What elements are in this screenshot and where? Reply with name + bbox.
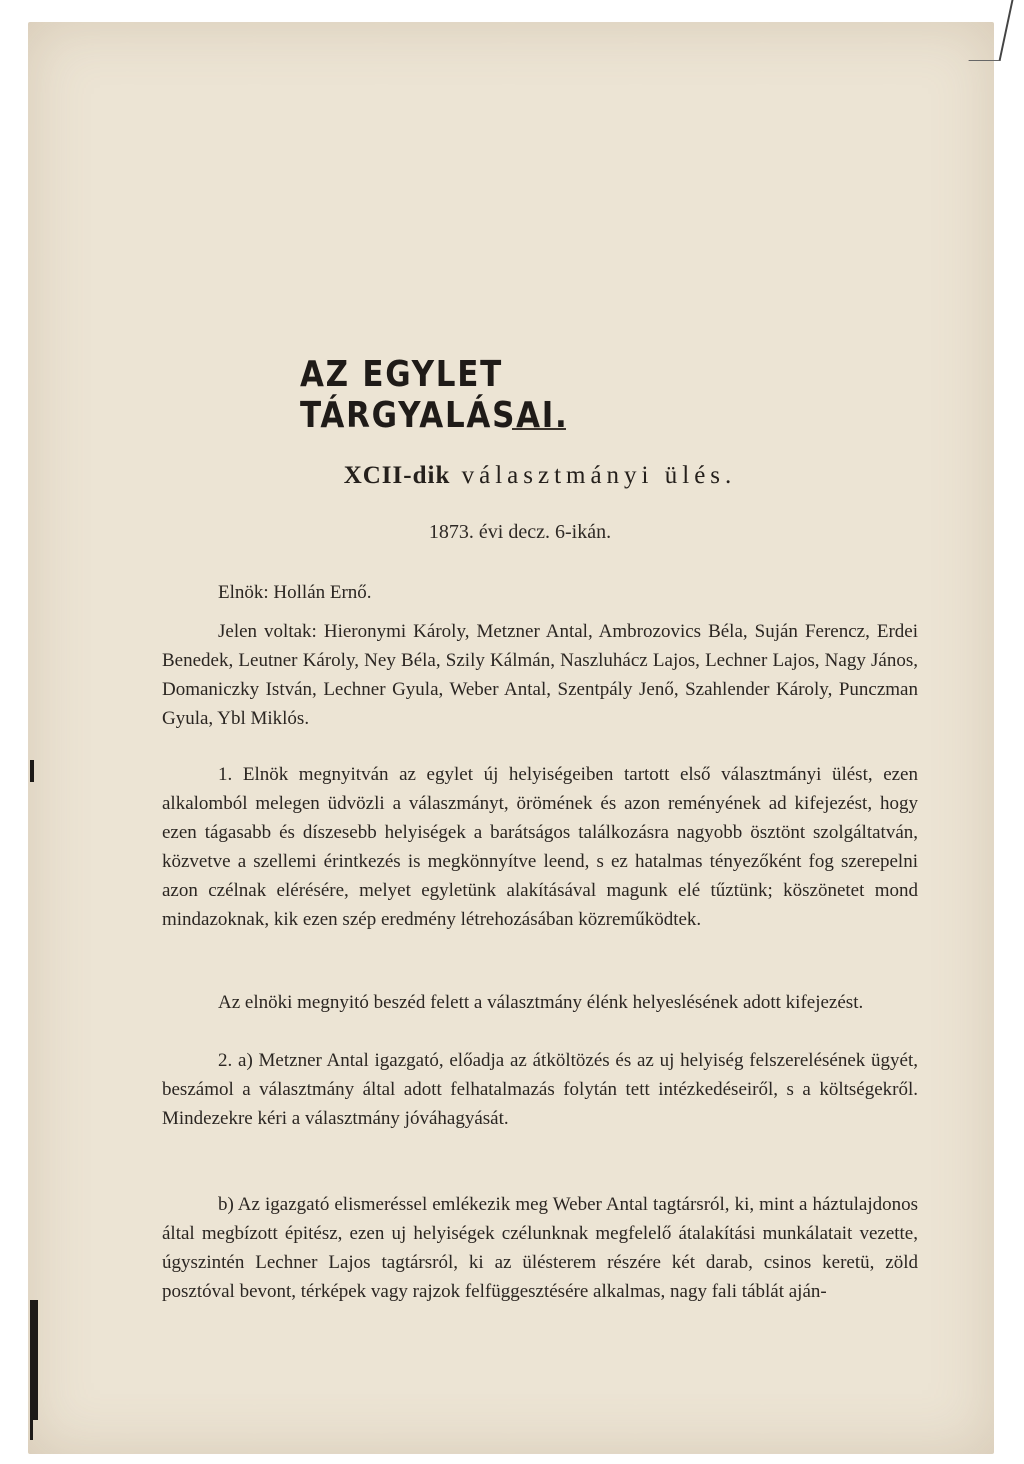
paragraph-attendees: Jelen voltak: Hieronymi Károly, Metzner Antal, Ambrozovics Béla, Suján Ferencz, Erdei Benedek, Leutner Károly, Ney Béla, Szily Kálmán, Naszluhácz Lajos, Lechner Lajos, Nagy János, Domaniczky István, Lechner Gyula, Weber Antal, Szentpály Jenő, Szahlender Károly, Punczman Gyula, Ybl Miklós.: [162, 621, 918, 729]
session-name: választmányi ülés.: [461, 462, 737, 489]
paragraph-item-2b: b) Az igazgató elismeréssel emlékezik meg Weber Antal tagtársról, ki, mint a háztulajdonos által megbízott épitész, ezen uj helyiségek czélunknak megfelelő átalakítási munkálatait vezette, úgyszintén Lechner Lajos tagtársról, ki az ülésterem részére két darab, csinos keretü, zöld posztóval bevont, térképek vagy rajzok felfüggesztésére alkalmas, nagy fali táblát aján-: [162, 1194, 918, 1302]
paragraph-item-2a: 2. a) Metzner Antal igazgató, előadja az átköltözés és az uj helyiség felszerelésének ügyét, beszámol a választmány által adott felhatalmazás folytán tett intézkedéseiről, s a költségekről. Mindezekre kéri a választmány jóváhagyását.: [162, 1050, 918, 1129]
page-title: AZ EGYLET TÁRGYALÁSAI.: [300, 354, 569, 436]
session-date: 1873. évi decz. 6-ikán.: [428, 521, 612, 543]
scan-edge-mark: [30, 1395, 33, 1440]
paragraph-opening: 1. Elnök megnyitván az egylet új helyiségeiben tartott első választmányi ülést, ezen alkalomból melegen üdvözli a válaszmányt, örömének és azon reményének ad kifejezést, hogy ezen tágasabb és díszesebb helyiségek a barátságos találkozásra nagyobb ösztönt szolgáltatván, közvetve a szellemi érintkezés is megkönnyítve leend, s ez hatalmas tényezőként fog szerepelni azon czélnak elérésére, melyet egyletünk alakításával magunk elé tűztünk; köszönetet mond mindazoknak, kik ezen szép eredmény létrehozásában közreműködtek.: [162, 764, 918, 930]
title-divider: [512, 428, 566, 430]
page-corner-mark: [969, 0, 1014, 61]
paragraph-approval: Az elnöki megnyitó beszéd felett a választmány élénk helyeslésének adott kifejezést.: [218, 992, 864, 1013]
session-heading: [240, 462, 840, 490]
chairman-line: Elnök: Hollán Ernő.: [218, 582, 372, 603]
session-number: XCII-dik: [343, 462, 451, 489]
scan-edge-mark: [30, 760, 34, 782]
